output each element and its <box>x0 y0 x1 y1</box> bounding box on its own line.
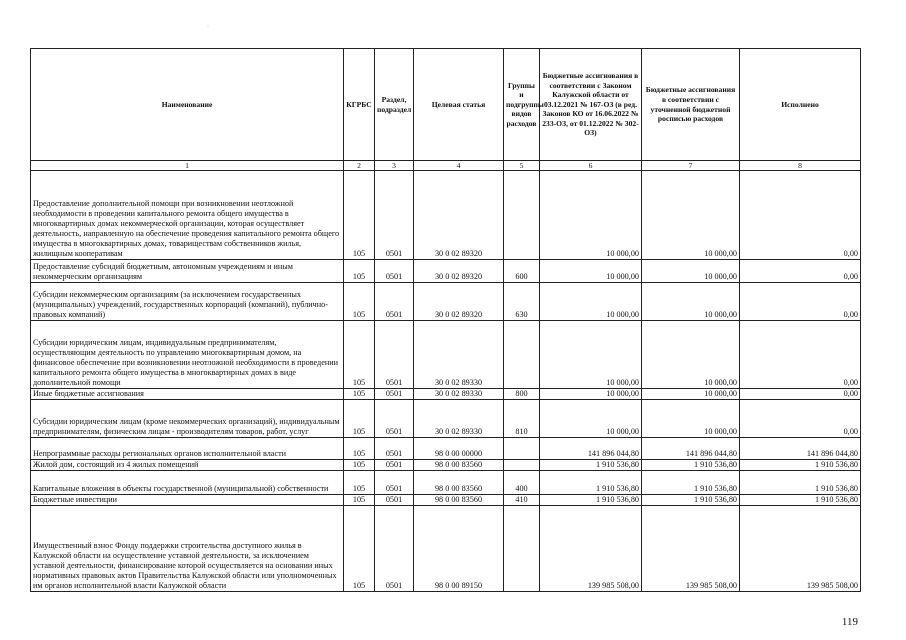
budget-table <box>30 48 861 592</box>
row-rospis-amount: 10 000,00 <box>642 171 740 260</box>
row-razdel: 0501 <box>375 400 414 438</box>
row-law-amount: 10 000,00 <box>540 260 642 283</box>
row-statya: 30 0 02 89320 <box>414 260 504 283</box>
row-law-amount: 139 985 508,00 <box>540 506 642 592</box>
row-name: Предоставление дополнительной помощи при возникновении неотложной необходимости в проведении капитального ремонта общего имущества в многоквартирных домах некоммерческой организации, которая осуществляет деятельность, направленную на обеспечение проведения капитального ремонта общего имущества в многоквартирных домах, товариществам собственников жилья, жилищным кооперативам <box>31 171 344 260</box>
column-number: 7 <box>642 161 740 171</box>
column-number: 1 <box>31 161 344 171</box>
row-vid: 410 <box>504 495 540 506</box>
row-kgrbs: 105 <box>344 260 375 283</box>
row-statya: 30 0 02 89330 <box>414 321 504 389</box>
header-name: Наименование <box>31 49 344 161</box>
row-law-amount: 141 896 044,80 <box>540 438 642 460</box>
row-kgrbs: 105 <box>344 389 375 400</box>
page-number: 119 <box>841 616 858 628</box>
row-law-amount: 10 000,00 <box>540 400 642 438</box>
row-kgrbs: 105 <box>344 471 375 495</box>
row-statya: 30 0 02 89330 <box>414 389 504 400</box>
table-row <box>31 471 861 495</box>
column-number: 8 <box>740 161 861 171</box>
row-razdel: 0501 <box>375 495 414 506</box>
row-executed-amount: 1 910 536,80 <box>740 471 861 495</box>
row-vid: 630 <box>504 283 540 321</box>
row-law-amount: 1 910 536,80 <box>540 495 642 506</box>
row-vid <box>504 171 540 260</box>
row-razdel: 0501 <box>375 321 414 389</box>
row-name: Иные бюджетные ассигнования <box>31 389 344 400</box>
header-kgrbs: КГРБС <box>344 49 375 161</box>
header-rospis: Бюджетные ассигнования в соответствии с уточненной бюджетной росписью расходов <box>642 49 740 161</box>
header-row <box>31 49 861 161</box>
table-row <box>31 460 861 471</box>
row-executed-amount: 139 985 508,00 <box>740 506 861 592</box>
row-vid: 600 <box>504 260 540 283</box>
row-kgrbs: 105 <box>344 283 375 321</box>
row-law-amount: 10 000,00 <box>540 321 642 389</box>
row-razdel: 0501 <box>375 389 414 400</box>
row-rospis-amount: 1 910 536,80 <box>642 471 740 495</box>
row-law-amount: 1 910 536,80 <box>540 471 642 495</box>
column-number: 2 <box>344 161 375 171</box>
row-vid <box>504 506 540 592</box>
table-row <box>31 495 861 506</box>
row-name: Субсидии некоммерческим организациям (за исключением государственных (муниципальных) учреждений, государственных корпораций (компаний), публично-правовых компаний) <box>31 283 344 321</box>
row-kgrbs: 105 <box>344 506 375 592</box>
row-razdel: 0501 <box>375 260 414 283</box>
row-executed-amount: 0,00 <box>740 321 861 389</box>
row-name: Имущественный взнос Фонду поддержки строительства доступного жилья в Калужской области на осуществление уставной деятельности, за исключением уставной деятельности, финансирование которой осуществляется на основании иных нормативных правовых актов Правительства Калужской области или уполномоченных им органов исполнительной власти Калужской области <box>31 506 344 592</box>
row-executed-amount: 0,00 <box>740 260 861 283</box>
row-executed-amount: 141 896 044,80 <box>740 438 861 460</box>
row-law-amount: 10 000,00 <box>540 389 642 400</box>
row-name: Бюджетные инвестиции <box>31 495 344 506</box>
row-rospis-amount: 141 896 044,80 <box>642 438 740 460</box>
row-executed-amount: 0,00 <box>740 389 861 400</box>
row-executed-amount: 0,00 <box>740 400 861 438</box>
column-number-row <box>31 161 861 171</box>
header-razdel: Раздел, подраздел <box>375 49 414 161</box>
row-razdel: 0501 <box>375 283 414 321</box>
column-number: 4 <box>414 161 504 171</box>
row-executed-amount: 1 910 536,80 <box>740 495 861 506</box>
row-rospis-amount: 10 000,00 <box>642 389 740 400</box>
table-row <box>31 321 861 389</box>
row-statya: 98 0 00 83560 <box>414 471 504 495</box>
row-rospis-amount: 139 985 508,00 <box>642 506 740 592</box>
row-vid <box>504 321 540 389</box>
row-kgrbs: 105 <box>344 171 375 260</box>
table-row <box>31 389 861 400</box>
column-number: 6 <box>540 161 642 171</box>
header-vid: Группы и подгруппы видов расходов <box>504 49 540 161</box>
table-row <box>31 438 861 460</box>
header-isp: Исполнено <box>740 49 861 161</box>
row-statya: 30 0 02 89330 <box>414 400 504 438</box>
row-razdel: 0501 <box>375 171 414 260</box>
row-rospis-amount: 10 000,00 <box>642 400 740 438</box>
row-rospis-amount: 10 000,00 <box>642 321 740 389</box>
row-rospis-amount: 1 910 536,80 <box>642 495 740 506</box>
row-rospis-amount: 10 000,00 <box>642 260 740 283</box>
header-statya: Целевая статья <box>414 49 504 161</box>
row-statya: 98 0 00 83560 <box>414 495 504 506</box>
header-law: Бюджетные ассигнования в соответствии с Законом Калужской области от 03.12.2021 № 167-ОЗ (в ред. Законов КО от 16.06.2022 № 233-ОЗ, от 01.12.2022 № 302-ОЗ) <box>540 49 642 161</box>
row-executed-amount: 0,00 <box>740 171 861 260</box>
row-vid <box>504 460 540 471</box>
row-statya: 30 0 02 89320 <box>414 283 504 321</box>
row-name: Субсидии юридическим лицам, индивидуальным предпринимателям, осуществляющим деятельность по управлению многоквартирным домом, на финансовое обеспечение при возникновении неотложной необходимости в проведении капитального ремонта общего имущества в многоквартирных домах в виде дополнительной помощи <box>31 321 344 389</box>
row-statya: 30 0 02 89320 <box>414 171 504 260</box>
column-number: 3 <box>375 161 414 171</box>
row-vid <box>504 438 540 460</box>
column-number: 5 <box>504 161 540 171</box>
row-vid: 400 <box>504 471 540 495</box>
row-razdel: 0501 <box>375 438 414 460</box>
row-law-amount: 10 000,00 <box>540 283 642 321</box>
row-vid: 800 <box>504 389 540 400</box>
scan-mark: · <box>207 24 209 30</box>
row-law-amount: 1 910 536,80 <box>540 460 642 471</box>
row-kgrbs: 105 <box>344 321 375 389</box>
row-rospis-amount: 1 910 536,80 <box>642 460 740 471</box>
row-kgrbs: 105 <box>344 495 375 506</box>
row-kgrbs: 105 <box>344 438 375 460</box>
row-name: Предоставление субсидий бюджетным, автономным учреждениям и иным некоммерческим организациям <box>31 260 344 283</box>
row-statya: 98 0 00 83560 <box>414 460 504 471</box>
row-statya: 98 0 00 89150 <box>414 506 504 592</box>
row-name: Непрограммные расходы региональных органов исполнительной власти <box>31 438 344 460</box>
table-row <box>31 506 861 592</box>
row-name: Субсидии юридическим лицам (кроме некоммерческих организаций), индивидуальным предпринимателям, физическим лицам - производителям товаров, работ, услуг <box>31 400 344 438</box>
table-row <box>31 260 861 283</box>
row-kgrbs: 105 <box>344 400 375 438</box>
table-row <box>31 400 861 438</box>
table-row <box>31 171 861 260</box>
row-kgrbs: 105 <box>344 460 375 471</box>
row-executed-amount: 1 910 536,80 <box>740 460 861 471</box>
row-rospis-amount: 10 000,00 <box>642 283 740 321</box>
row-razdel: 0501 <box>375 471 414 495</box>
table-row <box>31 283 861 321</box>
row-razdel: 0501 <box>375 460 414 471</box>
row-statya: 98 0 00 00000 <box>414 438 504 460</box>
row-name: Жилой дом, состоящий из 4 жилых помещений <box>31 460 344 471</box>
row-razdel: 0501 <box>375 506 414 592</box>
row-law-amount: 10 000,00 <box>540 171 642 260</box>
row-executed-amount: 0,00 <box>740 283 861 321</box>
row-vid: 810 <box>504 400 540 438</box>
row-name: Капитальные вложения в объекты государственной (муниципальной) собственности <box>31 471 344 495</box>
